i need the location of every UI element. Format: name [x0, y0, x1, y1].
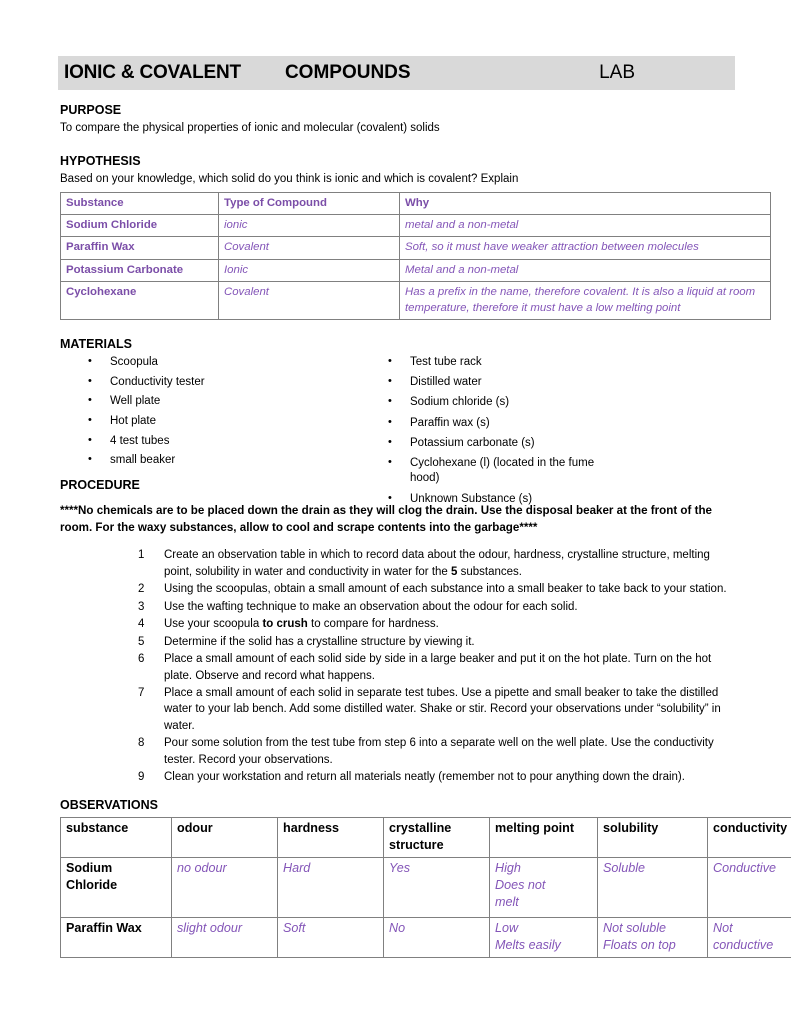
purpose-heading: PURPOSE: [60, 103, 122, 117]
list-item: • Potassium carbonate (s): [388, 436, 733, 452]
hypothesis-table: [60, 192, 771, 320]
title-lab-label: LAB: [599, 62, 635, 83]
procedure-warning: ****No chemicals are to be placed down the drain as they will clog the drain. Use the disposal beaker at the front of the room. For the waxy substances, allow to cool and scrape contents into the garbage****: [60, 503, 712, 535]
obs-col-substance: substance: [66, 820, 129, 835]
step-number: 2: [138, 583, 145, 596]
procedure-step: [138, 769, 735, 785]
procedure-step: [138, 685, 735, 734]
title-subject: COMPOUNDS: [284, 62, 411, 83]
list-item: • Distilled water: [388, 375, 733, 391]
cell-solubility-line: Floats on top: [603, 937, 676, 952]
materials-right-column: [388, 355, 733, 512]
table-row: [61, 237, 771, 259]
step-number: 9: [138, 771, 145, 784]
observations-table: [60, 817, 791, 958]
cell-melting-line: Melts easily: [495, 937, 561, 952]
procedure-step: [138, 651, 735, 684]
cell-substance: Potassium Carbonate: [66, 263, 184, 276]
step-number: 4: [138, 618, 145, 631]
list-item: • Scoopula: [88, 355, 388, 371]
hypothesis-col-substance: Substance: [66, 197, 124, 210]
obs-col-crystalline-structure: crystalline structure: [389, 820, 452, 852]
hypothesis-col-why: Why: [405, 197, 430, 210]
list-item: • 4 test tubes: [88, 434, 388, 450]
materials-right-list: [388, 355, 733, 507]
step-number: 3: [138, 600, 145, 613]
procedure-step: [138, 599, 735, 615]
cell-type: Covalent: [224, 241, 269, 254]
cell-melting-line: Low: [495, 920, 519, 935]
procedure-step: [138, 634, 735, 650]
cell-solubility-line: Soluble: [603, 860, 646, 875]
list-item: • Cyclohexane (l) (located in the fume hood): [388, 456, 595, 487]
step-text-pre: Using the scoopulas, obtain a small amount of each substance into a small beaker to take back to your station.: [164, 583, 727, 596]
step-number: 5: [138, 635, 145, 648]
step-text-pre: Use your scoopula: [164, 618, 263, 631]
cell-why: metal and a non-metal: [405, 219, 519, 232]
procedure-heading: PROCEDURE: [60, 477, 140, 492]
cell-odour: no odour: [177, 860, 227, 875]
hypothesis-prompt: Based on your knowledge, which solid do you think is ionic and which is covalent? Explain: [60, 172, 519, 185]
list-item: • Paraffin wax (s): [388, 416, 733, 432]
cell-conductivity-line: conductive: [713, 937, 774, 952]
list-item: • Conductivity tester: [88, 375, 388, 391]
purpose-text: To compare the physical properties of ionic and molecular (covalent) solids: [60, 122, 440, 134]
obs-col-odour: odour: [177, 820, 213, 835]
step-text-post: substances.: [457, 565, 522, 578]
procedure-step: [138, 735, 735, 768]
hypothesis-col-type: Type of Compound: [224, 197, 327, 210]
procedure-step: [138, 616, 735, 632]
cell-type: ionic: [224, 219, 248, 232]
table-header-row: [61, 817, 791, 857]
step-text-post: to compare for hardness.: [307, 618, 439, 631]
cell-substance: Sodium Chloride: [66, 219, 158, 232]
step-text-pre: Determine if the solid has a crystalline structure by viewing it.: [164, 635, 475, 648]
list-item: • Unknown Substance (s): [388, 492, 733, 508]
step-text-pre: Place a small amount of each solid in separate test tubes. Use a pipette and small beaker to take the distilled water to your lab bench. Add some distilled water. Shake or stir. Record your observations under “solubility” in water.: [164, 686, 721, 732]
step-text: [164, 599, 735, 615]
cell-substance: Paraffin Wax: [66, 920, 142, 935]
step-text: [164, 634, 735, 650]
cell-crystalline: Yes: [389, 860, 411, 875]
step-text: [164, 616, 735, 632]
table-row: [61, 857, 791, 917]
materials-left-list: [88, 355, 388, 469]
step-text: [164, 651, 735, 684]
cell-melting-line: melt: [495, 894, 519, 909]
observations-heading: OBSERVATIONS: [60, 797, 158, 812]
cell-odour: slight odour: [177, 920, 243, 935]
procedure-step: [138, 581, 735, 597]
cell-type: Covalent: [224, 285, 269, 298]
cell-type: Ionic: [224, 263, 249, 276]
step-number: 1: [138, 549, 145, 562]
title-main: IONIC & COVALENT: [64, 62, 241, 83]
step-text-bold: to crush: [262, 618, 308, 631]
cell-hardness: Soft: [283, 920, 306, 935]
step-text: [164, 685, 735, 734]
obs-col-melting-point: melting point: [495, 820, 575, 835]
step-text-bold: 5: [451, 565, 458, 578]
step-text: [164, 547, 735, 580]
step-text: [164, 769, 735, 785]
list-item: • Hot plate: [88, 414, 388, 430]
cell-substance: Paraffin Wax: [66, 241, 135, 254]
table-row: [61, 259, 771, 281]
materials-heading: MATERIALS: [60, 337, 132, 352]
obs-col-hardness: hardness: [283, 820, 339, 835]
document-title-bar: [58, 56, 735, 90]
procedure-step: [138, 547, 735, 580]
list-item: • Sodium chloride (s): [388, 395, 733, 411]
cell-melting-line: High: [495, 860, 521, 875]
step-number: 6: [138, 653, 145, 666]
cell-why: Has a prefix in the name, therefore covalent. It is also a liquid at room temperature, therefore it must have a low melting point: [405, 285, 756, 314]
cell-melting-line: Does not: [495, 877, 546, 892]
cell-conductivity-line: Conductive: [713, 860, 777, 875]
cell-substance: Sodium Chloride: [66, 860, 118, 892]
cell-crystalline: No: [389, 920, 406, 935]
cell-conductivity-line: Not: [713, 920, 733, 935]
step-number: 8: [138, 737, 145, 750]
procedure-steps: [138, 547, 735, 785]
materials-columns: [58, 355, 735, 512]
step-text: [164, 735, 735, 768]
step-text: [164, 581, 735, 597]
step-text-pre: Pour some solution from the test tube from step 6 into a separate well on the well plate. Use the conductivity tester. Record your observations.: [164, 737, 714, 766]
cell-hardness: Hard: [283, 860, 311, 875]
obs-col-conductivity: conductivity: [713, 820, 788, 835]
cell-solubility-line: Not soluble: [603, 920, 667, 935]
obs-col-solubility: solubility: [603, 820, 659, 835]
table-header-row: [61, 193, 771, 215]
cell-why: Soft, so it must have weaker attraction between molecules: [405, 241, 699, 254]
step-number: 7: [138, 686, 145, 699]
table-row: [61, 215, 771, 237]
step-text-pre: Use the wafting technique to make an observation about the odour for each solid.: [164, 600, 578, 613]
step-text-pre: Place a small amount of each solid side by side in a large beaker and put it on the hot plate. Turn on the hot plate. Observe and record what happens.: [164, 653, 712, 682]
hypothesis-heading: HYPOTHESIS: [60, 153, 141, 168]
list-item: • Well plate: [88, 394, 388, 410]
step-text-pre: Clean your workstation and return all materials neatly (remember not to pour anything down the drain).: [164, 771, 685, 784]
cell-why: Metal and a non-metal: [405, 263, 519, 276]
list-item: • small beaker: [88, 453, 388, 469]
step-text-pre: Create an observation table in which to record data about the odour, hardness, crystalline structure, melting point, solubility in water and conductivity in water for the: [164, 549, 710, 578]
table-row: [61, 917, 791, 957]
list-item: • Test tube rack: [388, 355, 733, 371]
cell-substance: Cyclohexane: [66, 285, 137, 298]
table-row: [61, 281, 771, 319]
